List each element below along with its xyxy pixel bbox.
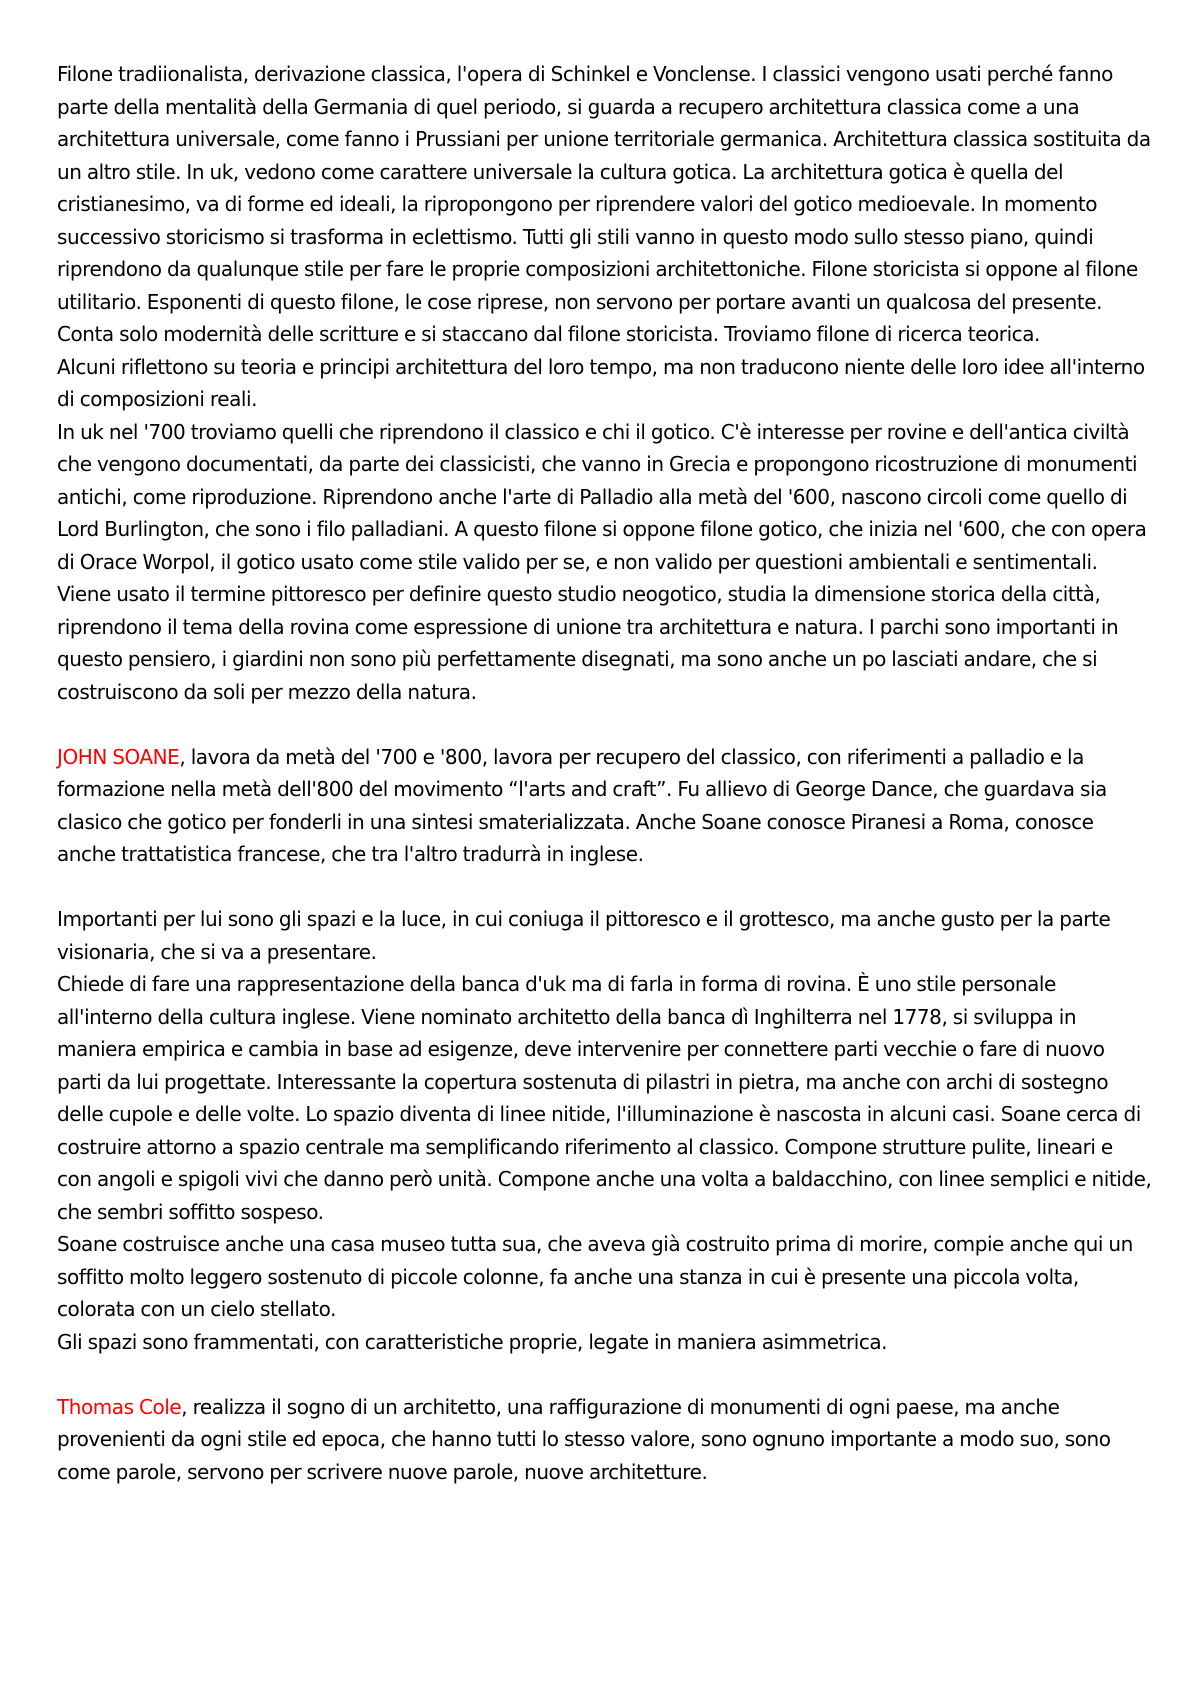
cole-text: , realizza il sogno di un architetto, una raffigurazione di monumenti di ogni paese, ma anche provenienti da ogni stile ed epoca, che hanno tutti lo stesso valore, sono ognuno importante a modo suo, sono come parole, servono per scrivere nuove parole, nuove architetture. [57, 1394, 1111, 1484]
paragraph-fragmented-spaces: Gli spazi sono frammentati, con caratteristiche proprie, legate in maniera asimmetrica. [57, 1329, 888, 1354]
paragraph-theory: Alcuni riflettono su teoria e principi architettura del loro tempo, ma non traducono niente delle loro idee all'interno di composizioni reali. [57, 354, 1145, 411]
heading-john-soane: JOHN SOANE [57, 744, 180, 769]
paragraph-classical-gothic: Filone tradiionalista, derivazione classica, l'opera di Schinkel e Vonclense. I classici vengono usati perché fanno parte della mentalità della Germania di quel periodo, si guarda a recupero architettura classica come a una architettura universale, come fanno i Prussiani per unione territoriale germanica. Architettura classica sostituita da un altro stile. In uk, vedono come carattere universale la cultura gotica. La architettura gotica è quella del cristianesimo, va di forme ed ideali, la ripropongono per riprendere valori del gotico medioevale. In momento successivo storicismo si trasforma in eclettismo. Tutti gli stili vanno in questo modo sullo stesso piano, quindi riprendono da qualunque stile per fare le proprie composizioni architettoniche. Filone storicista si oppone al filone utilitario. Esponenti di questo filone, le cose riprese, non servono per portare avanti un qualcosa del presente. Conta solo modernità delle scritture e si staccano dal filone storicista. Troviamo filone di ricerca teorica. [57, 62, 1151, 346]
paragraph-uk-700: In uk nel '700 troviamo quelli che riprendono il classico e chi il gotico. C'è interesse per rovine e dell'antica civiltà che vengono documentati, da parte dei classicisti, che vanno in Grecia e propongono ricostruzione di monumenti antichi, come riproduzione. Riprendono anche l'arte di Palladio alla metà del '600, nascono circoli come quello di Lord Burlington, che sono i filo palladiani. A questo filone si oppone filone gotico, che inizia nel '600, che con opera di Orace Worpol, il gotico usato come stile valido per se, e non valido per questioni ambientali e sentimentali. Viene usato il termine pittoresco per definire questo studio neogotico, studia la dimensione storica della città, riprendono il tema della rovina come espressione di unione tra architettura e natura. I parchi sono importanti in questo pensiero, i giardini non sono più perfettamente disegnati, ma sono anche un po lasciati andare, che si costruiscono da soli per mezzo della natura. [57, 419, 1147, 704]
paragraph-bank-of-england: Chiede di fare una rappresentazione della banca d'uk ma di farla in forma di rovina. È uno stile personale all'interno della cultura inglese. Viene nominato architetto della banca dì Inghilterra nel 1778, si sviluppa in maniera empirica e cambia in base ad esigenze, deve intervenire per connettere parti vecchie o fare di nuovo parti da lui progettate. Interessante la copertura sostenuta di pilastri in pietra, ma anche con archi di sostegno delle cupole e delle volte. Lo spazio diventa di linee nitide, l'illuminazione è nascosta in alcuni casi. Soane cerca di costruire attorno a spazio centrale ma semplificando riferimento al classico. Compone strutture pulite, lineari e con angoli e spigoli vivi che danno però unità. Compone anche una volta a baldacchino, con linee semplici e nitide, che sembri soffitto sospeso. [57, 972, 1152, 1224]
paragraph-house-museum: Soane costruisce anche una casa museo tutta sua, che aveva già costruito prima di morire, compie anche qui un soffitto molto leggero sostenuto di piccole colonne, fa anche una stanza in cui è presente una piccola volta, colorata con un cielo stellato. [57, 1232, 1133, 1321]
paragraph-john-soane [57, 741, 1152, 871]
paragraph-gap [57, 708, 1152, 741]
paragraph-gap [57, 1358, 1152, 1391]
paragraph-thomas-cole [57, 1391, 1152, 1489]
heading-thomas-cole: Thomas Cole [57, 1394, 182, 1419]
soane-intro-text: , lavora da metà del '700 e '800, lavora per recupero del classico, con riferimenti a palladio e la formazione nella metà dell'800 del movimento “l'arts and craft”. Fu allievo di George Dance, che guardava sia clasico che gotico per fonderli in una sintesi smaterializzata. Anche Soane conosce Piranesi a Roma, conosce anche trattatistica francese, che tra l'altro tradurrà in inglese. [57, 744, 1107, 866]
document-page [57, 58, 1152, 1488]
paragraph-spaces-light: Importanti per lui sono gli spazi e la luce, in cui coniuga il pittoresco e il grottesco, ma anche gusto per la parte visionaria, che si va a presentare. [57, 907, 1111, 964]
paragraph-gap [57, 871, 1152, 904]
